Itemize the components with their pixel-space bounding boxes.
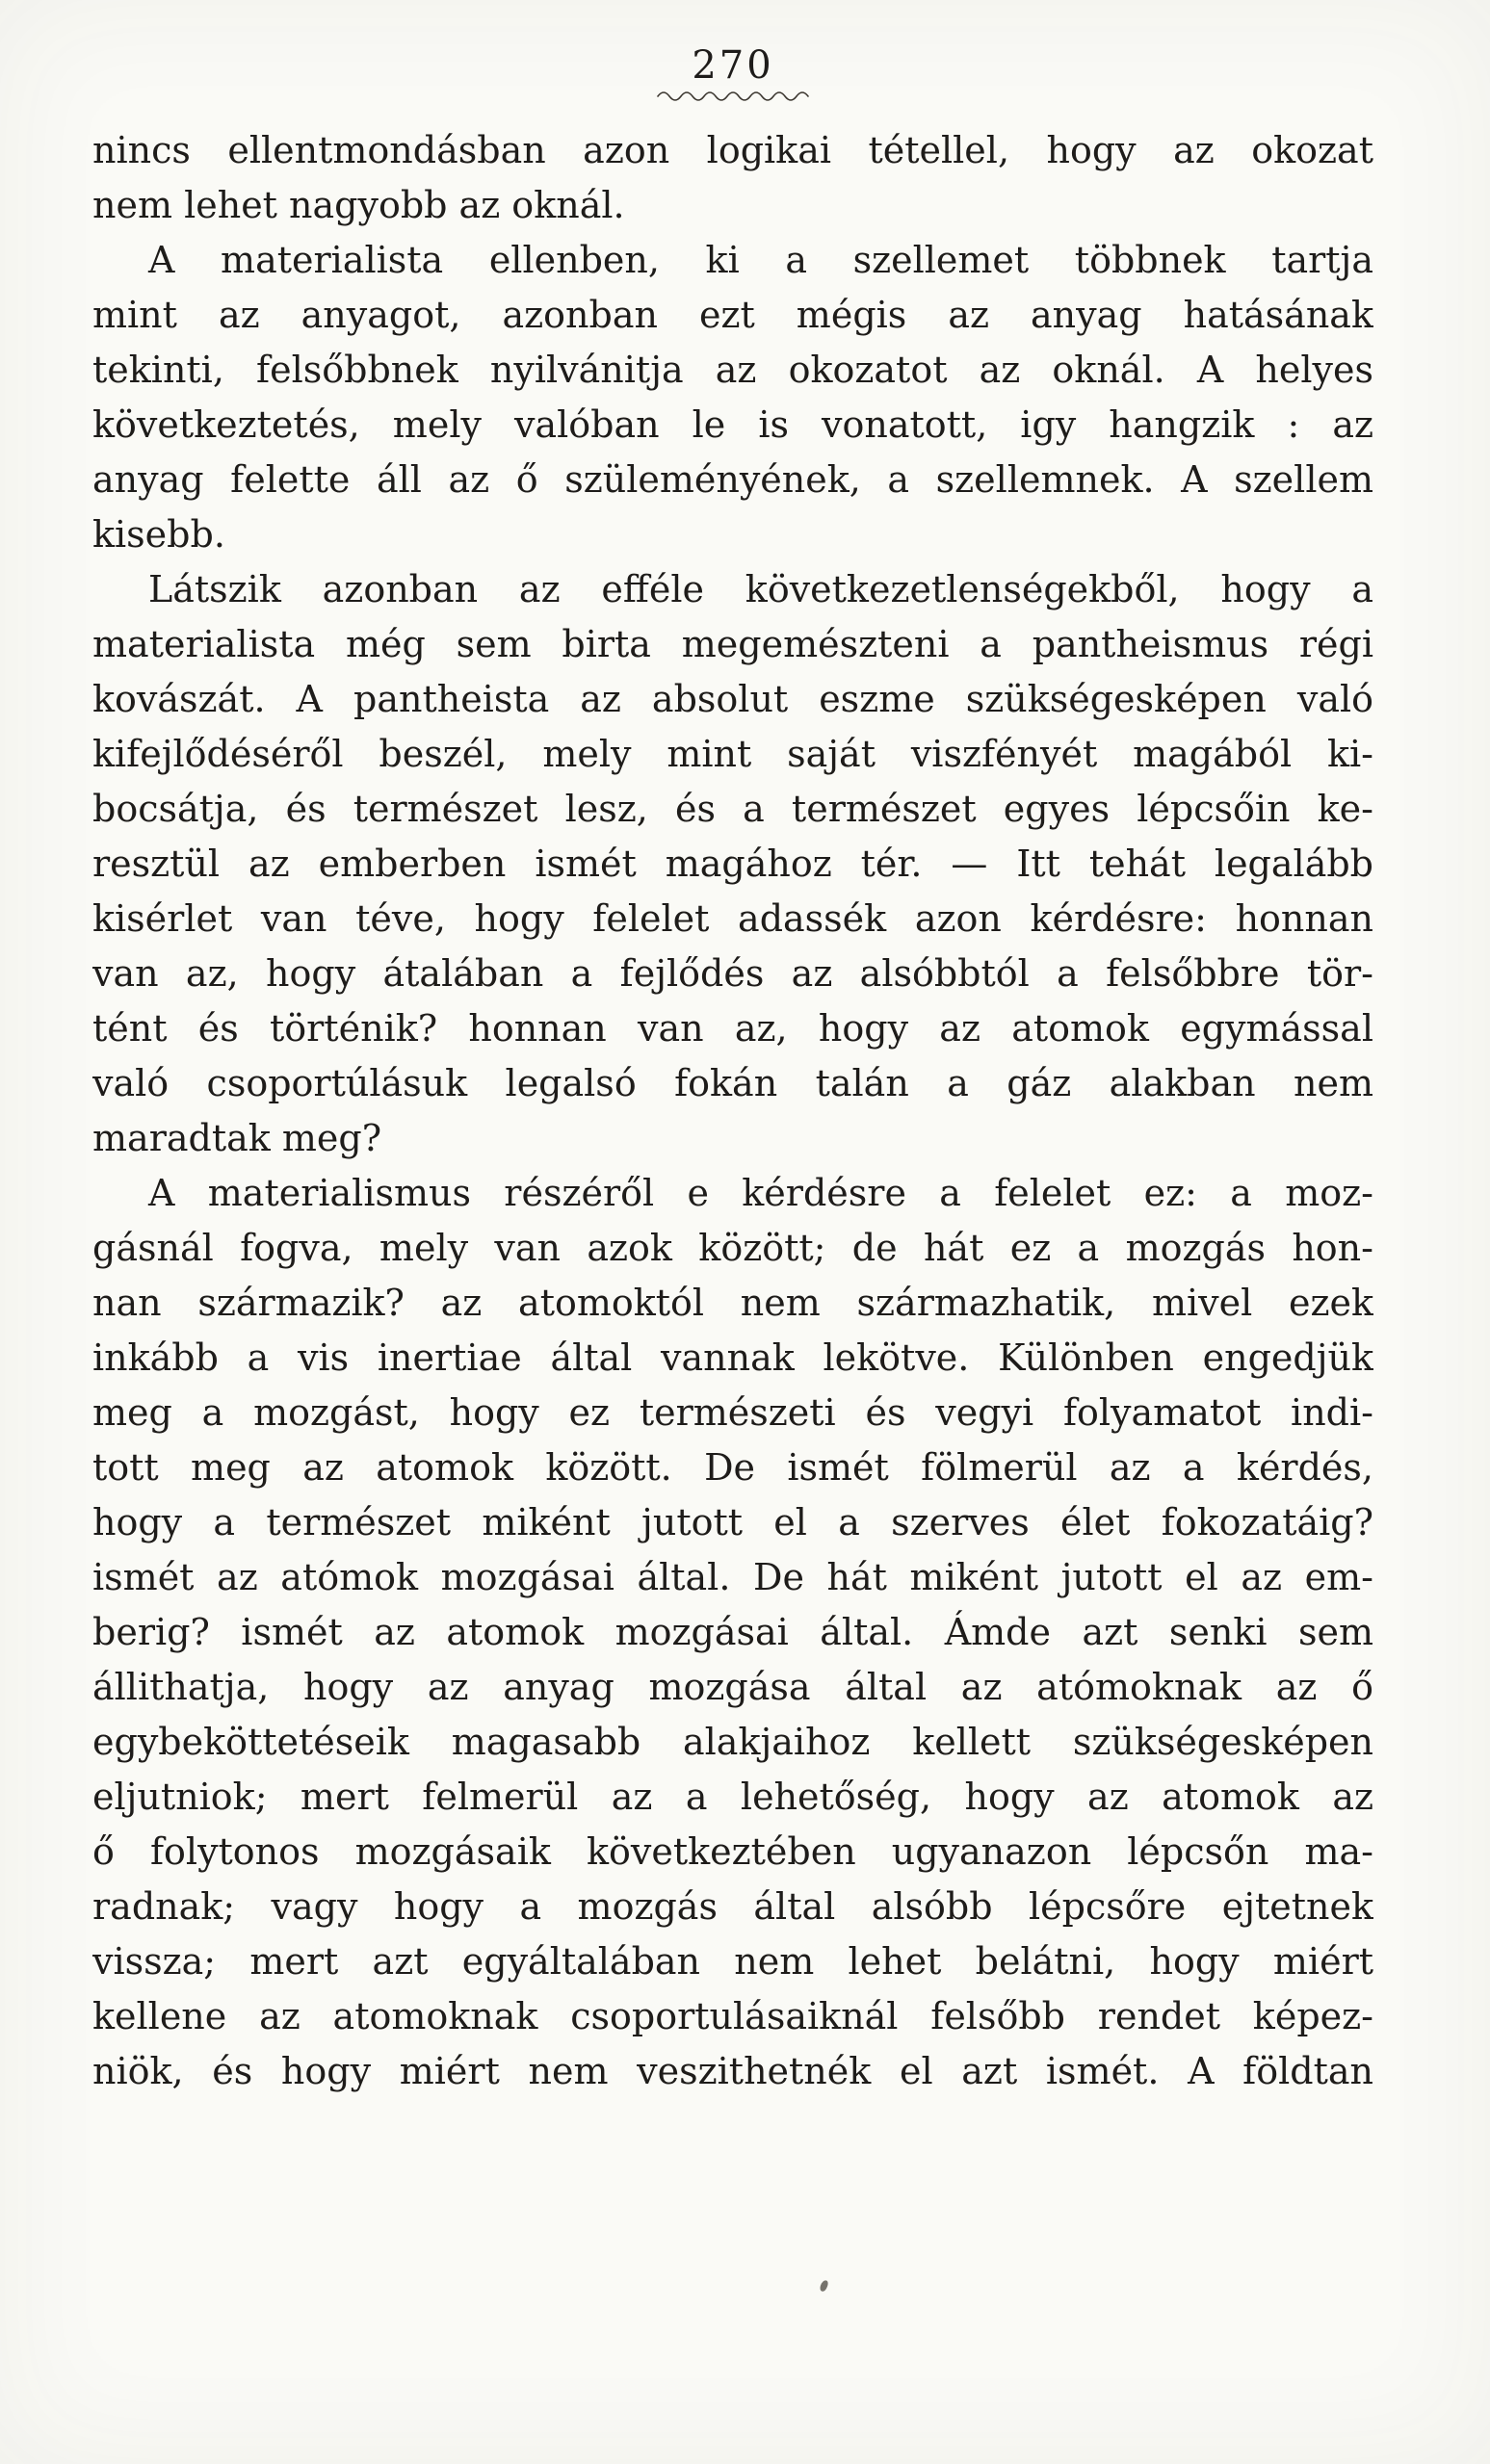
text-line: nincs ellentmondásban azon logikai tétellel, hogy az okozat (92, 129, 1373, 171)
text-line: kifejlődéséről beszél, mely mint saját viszfényét magából ki- (92, 733, 1373, 775)
text-line: van az, hogy átalában a fejlődés az alsóbbtól a felsőbbre tör- (92, 952, 1373, 995)
page-number: 270 (692, 43, 774, 88)
text-line: materialista még sem birta megemészteni a pantheismus régi (92, 623, 1373, 665)
text-line: maradtak meg? (92, 1117, 382, 1159)
paragraph (92, 233, 1373, 562)
text-line: kisebb. (92, 513, 225, 556)
text-line: bocsátja, és természet lesz, és a természet egyes lépcsőin ke- (92, 788, 1373, 830)
text-line: A materialista ellenben, ki a szellemet többnek tartja (148, 239, 1373, 281)
ink-speck (819, 2279, 828, 2293)
text-line: hogy a természet miként jutott el a szerves élet fokozatáig? (92, 1501, 1373, 1543)
text-line: inkább a vis inertiae által vannak lekötve. Különben engedjük (92, 1336, 1373, 1379)
text-line: nan származik? az atomoktól nem származhatik, mivel ezek (92, 1282, 1373, 1324)
text-line: gásnál fogva, mely van azok között; de hát ez a mozgás hon- (92, 1227, 1373, 1269)
text-line: kisérlet van téve, hogy felelet adassék azon kérdésre: honnan (92, 897, 1373, 940)
paragraph (92, 562, 1373, 1166)
text-line: tekinti, felsőbbnek nyilvánitja az okozatot az oknál. A helyes (92, 349, 1373, 391)
page-text (92, 123, 1373, 2099)
text-line: kellene az atomoknak csoportulásaiknál felsőbb rendet képez- (92, 1995, 1373, 2037)
text-line: berig? ismét az atomok mozgásai által. Ámde azt senki sem (92, 1611, 1373, 1653)
text-line: következtetés, mely valóban le is vonatott, igy hangzik : az (92, 403, 1373, 446)
text-line: tént és történik? honnan van az, hogy az atomok egymással (92, 1007, 1373, 1050)
page-header (92, 44, 1373, 102)
text-line: való csoportúlásuk legalsó fokán talán a gáz alakban nem (92, 1062, 1373, 1104)
text-line: radnak; vagy hogy a mozgás által alsóbb lépcsőre ejtetnek (92, 1885, 1373, 1928)
text-line: nem lehet nagyobb az oknál. (92, 184, 625, 226)
text-line: tott meg az atomok között. De ismét fölmerül az a kérdés, (92, 1446, 1373, 1489)
text-line: vissza; mert azt egyáltalában nem lehet belátni, hogy miért (92, 1940, 1373, 1983)
paragraph (92, 1166, 1373, 2099)
text-line: mint az anyagot, azonban ezt mégis az anyag hatásának (92, 294, 1373, 336)
paragraph (92, 123, 1373, 233)
text-line: egybeköttetéseik magasabb alakjaihoz kellett szükségesképen (92, 1721, 1373, 1763)
text-line: Látszik azonban az efféle következetlenségekből, hogy a (148, 568, 1373, 610)
text-line: állithatja, hogy az anyag mozgása által az atómoknak az ő (92, 1666, 1373, 1708)
text-line: eljutniok; mert felmerül az a lehetőség, hogy az atomok az (92, 1776, 1373, 1818)
text-line: anyag felette áll az ő szüleményének, a szellemnek. A szellem (92, 458, 1373, 501)
page-number-underline-squiggle-icon (656, 89, 810, 102)
text-line: niök, és hogy miért nem veszithetnék el azt ismét. A földtan (92, 2050, 1373, 2092)
text-line: resztül az emberben ismét magához tér. — Itt tehát legalább (92, 843, 1373, 885)
text-line: A materialismus részéről e kérdésre a felelet ez: a moz- (148, 1172, 1373, 1214)
text-line: ismét az atómok mozgásai által. De hát miként jutott el az em- (92, 1556, 1373, 1598)
text-line: kovászát. A pantheista az absolut eszme szükségesképen való (92, 678, 1373, 720)
text-line: meg a mozgást, hogy ez természeti és vegyi folyamatot indi- (92, 1391, 1373, 1434)
text-line: ő folytonos mozgásaik következtében ugyanazon lépcsőn ma- (92, 1830, 1373, 1873)
